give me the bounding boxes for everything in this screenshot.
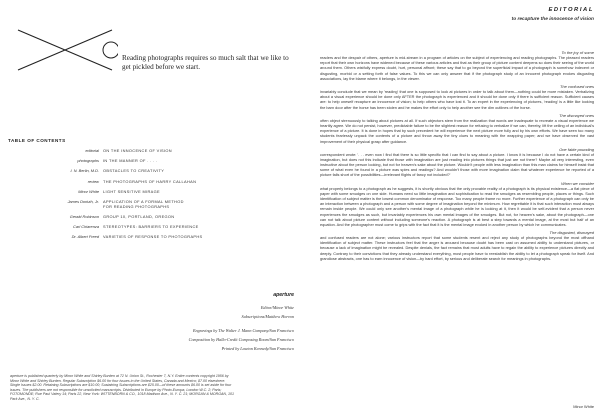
toc-entry: VARIETIES OF RESPONSE TO PHOTOGRAPHS bbox=[103, 234, 203, 240]
toc-author: Minor White bbox=[78, 188, 99, 194]
toc-row[interactable] bbox=[8, 189, 228, 199]
toc-author: Dr. Albert Freed bbox=[71, 234, 99, 240]
toc-author: review bbox=[87, 178, 99, 184]
paragraph: what properly belongs to a photograph as he suggests, it is shortly obvious that the only provable reality of a photograph is its physical existence—a flat piece of paper with some smudges on one side. Humans need so little imagination and sophistication to read the smudges as resembling people, places or things. Such identification of subject matter is the lowest common denominator of response. Too many people frame no more. Further experience of a photograph can only be an interaction between a photograph and a person with some degree of imagination beyond the minimum. How regrettable it is that such interaction must always remain inside people. We could only see another's mental image of a photograph while he is looking at it, then it would be self-evident that a person never experiences the smudges as such, but invariably experiences his own mental images of the smudges. But not, for heaven's sake, about the photograph—one can not talk about picture content without including someone's reaction. A photograph is at best a step towards a mental image, at the most but half of an equation. And the photographer must come to grips with the fact that it is the mental image evoked in another person by which he communicates. bbox=[320, 186, 594, 227]
toc-entry: IN THE MANNER OF . . . . bbox=[103, 158, 158, 164]
toc-entry: OBSTACLES TO CREATIVITY bbox=[103, 168, 165, 174]
toc-row[interactable] bbox=[8, 179, 228, 189]
paragraph: and confused readers are not alone; various instructors report that some students resent and reject any study of photographs beyond the most offhand identification of subject matter. These instructors feel that the anger is aroused because doubt has been cast on assumed ability to understand pictures, or because a lack of imagination might be revealed. Despite denials, the fact remains that most adults have to regain the ability to experience pictures directly and deeply. Contrary to their convictions that they already understand everything, most people have to reestablish the ability to let a photograph speak for itself. And grandiose abstracts, one has to earn innocence of vision—by hard effort, by serious and deliberate search for meanings in photographs. bbox=[320, 236, 594, 261]
toc-row[interactable] bbox=[8, 158, 228, 168]
toc-author: I. N. Berlin, M.D. bbox=[70, 168, 99, 174]
table-of-contents bbox=[8, 148, 228, 245]
paragraph-lead: The disgusted, dismayed bbox=[549, 230, 594, 235]
toc-row[interactable] bbox=[8, 199, 228, 214]
credit-line: Subscriptions/Matthew Horvon bbox=[241, 314, 294, 319]
paragraph-lead: To the joy of some bbox=[561, 50, 594, 55]
toc-entry-line: APPLICATION OF A FORMAL METHOD bbox=[103, 198, 184, 204]
magazine-name: aperture bbox=[273, 292, 294, 298]
masthead bbox=[10, 292, 294, 370]
paragraph: readers and the despair of others, aperture is mid-stream in a program of articles on the subject of experiencing and reading photographs. The pleased readers report that their own horizons have widened because of these various articles and that as their group of picture content deepens so does their seeing of the world around them. Others wistfully express doubt, hurt, personal affront; these say that to go beyond the superficial impact of a photograph is somehow indecent or disgusting, morbid or a setting forth of false values. To this we can only answer that if the photograph study of an innocent photograph evokes disgusting associations, lay the blame where it belongs, in the viewer. bbox=[320, 56, 594, 81]
editorial-body bbox=[320, 48, 594, 262]
toc-row[interactable] bbox=[8, 168, 228, 178]
paragraph-lead: The confused ones bbox=[559, 83, 594, 89]
paragraph: often object strenuously to talking about pictures at all. If such objectors stem from the realization that words are inadequate to recreate a visual experience we heartily agree. We do not persist, however, predictable failure to be the slightest reason for refusing to verbalize if we can, thereby, lift the ceiling of an individual's experience of a picture. It is done in hopes that by such precedent he will experience the next picture more fully and by his own efforts. We have seen too many students fearlessly unpack the contents of a picture and throw away the tiny clues to meaning with the wrapping paper; and we have observed the vast improvement of their physical grasp after guidance. bbox=[320, 118, 594, 144]
paragraph-lead: The dismayed ones bbox=[559, 112, 594, 118]
toc-author: Carl Chiarenza bbox=[73, 224, 99, 230]
toc-author: James Doriuth, Jr. bbox=[67, 198, 99, 204]
right-page bbox=[306, 0, 606, 420]
section-label: EDITORIAL bbox=[548, 7, 594, 13]
paragraph-lead: When we consider bbox=[561, 180, 594, 186]
paragraph-lead: One fable pounding bbox=[559, 146, 594, 152]
toc-entry: STEREOTYPES: BARRIERS TO EXPERIENCE bbox=[103, 224, 199, 230]
toc-entry: THE PHOTOGRAPHS OF HARRY CALLAHAN bbox=[103, 178, 197, 184]
toc-author: photographs bbox=[77, 158, 99, 164]
toc-row[interactable] bbox=[8, 214, 228, 224]
toc-row[interactable] bbox=[8, 224, 228, 234]
epigraph-quote: Reading photographs requires so much salt that we like to get pickled before we start. bbox=[122, 54, 289, 72]
toc-title: TABLE OF CONTENTS bbox=[8, 138, 66, 143]
toc-row[interactable] bbox=[8, 234, 228, 244]
aperture-logo-icon bbox=[8, 22, 118, 77]
toc-entry: LIGHT SENSITIVE MIRAGE bbox=[103, 188, 160, 194]
toc-row[interactable] bbox=[8, 148, 228, 158]
credit-line: Printed by Lawton Kennedy/San Francisco bbox=[221, 346, 294, 351]
toc-author: Gerald Robinson bbox=[69, 213, 99, 219]
editorial-title: to recapture the innocence of vision bbox=[511, 17, 594, 22]
toc-entry: GROUP 10, PORTLAND, OREGON bbox=[103, 213, 175, 219]
toc-author: editorial bbox=[85, 148, 99, 153]
toc-entry-line: FOR READING PHOTOGRAPHS bbox=[103, 203, 170, 209]
credit-line: Editor/Minor White bbox=[260, 305, 294, 310]
signature: Minor White bbox=[573, 404, 594, 409]
left-page bbox=[0, 0, 300, 420]
credit-line: Composition by Hallo-Credit Composing Room/San Francisco bbox=[188, 337, 294, 342]
paragraph: invariably conclude that we mean by 'reading' that one is supposed to look at pictures in order to talk about them—nothing could be more mistaken. Verbalizing about a visual experience should be done only AFTER the photograph is experienced and it should be done only if there is sufficient reason. Sufficient causes are: to help oneself recapture an innocence of vision; to help others who have lost it. To an expert in the experiencing of pictures, 'reading' is a little like looking the barn door after the horse has been stolen and he makes the effort only to help another see the dim outlines of the horse. bbox=[320, 90, 594, 110]
paragraph: correspondent wrote: '. . . even now I find that there is so little specific that I can find to say about a picture. I know it is because I do not have a certain kind of imagination, but does not this indicate that those with imagination are just reading into pictures things that just are not there? Maybe all very interesting, even instructive about the person looking, but not for heaven's sake about the picture. Wouldn't people with less imagination than this man claims for himself insist that some of what even he found in a picture was spies and readings? And wouldn't those with more imagination claim that whatever experience he reported of a picture falls short of the possibilities—irrelevant flights of fancy not included?' bbox=[320, 152, 594, 178]
credit-line: Engravings by The Walter J. Mann Company/San Francisco bbox=[192, 328, 294, 333]
toc-entry: ON THE INNOCENCE OF VISION bbox=[103, 148, 172, 153]
toc-entry bbox=[103, 199, 184, 209]
publication-info: aperture is published quarterly by Minor White and Shirley Burden at 72 N. Union St., Rochester 7, N.Y. Entire contents copyright 1956 by Minor White and Shirley Burden. Regular Subscription $6.00 for four issues in the United States, Canada and Mexico; $7.00 elsewhere. Single Issues $2.00. Retaining Subscriptions are $10.00; Sustaining Subscriptions are $25.00—of these amounts $6.00 is set aside for four issues. The publishers are not responsible for unsolicited manuscripts. Distributed in Europe by Photo-Europa, London W.C. 2; Paris; FOTOMONDE; Rue Paul Valery 14; Paris 22, New York: WITTENBORN & CO., 1018 Madison Ave., N. Y. C. 21; MORGAN & MORGAN, 101 Park Ave., N. Y. C. bbox=[10, 374, 235, 401]
